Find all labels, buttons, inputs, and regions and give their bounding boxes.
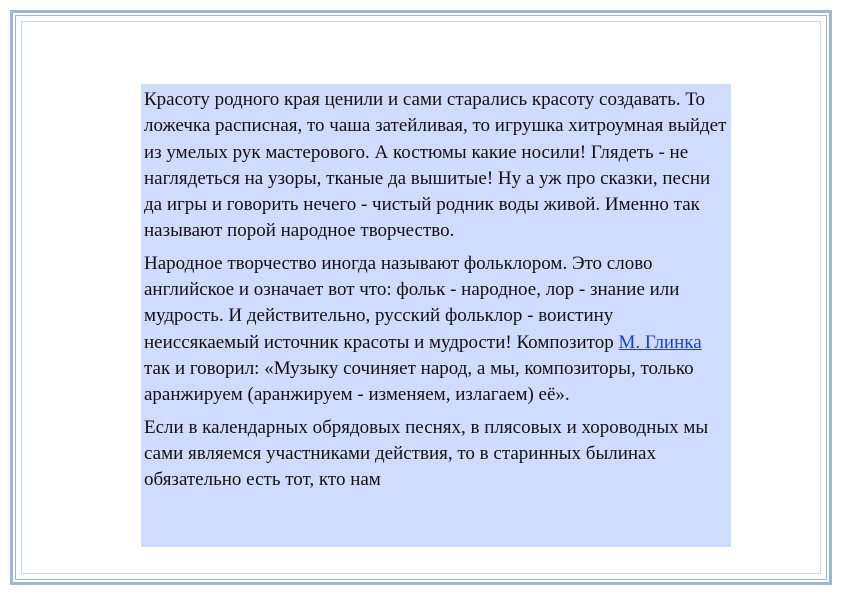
paragraph-2-text-start: Народное творчество иногда называют фольклором. Это слово английское и означает вот что: фольк - народное, лор - знание или мудрость. И действительно, русский фольклор - воистину неиссякаемый источник красоты и мудрости! Композитор [144, 252, 680, 353]
glinka-link[interactable]: М. Глинка [618, 331, 702, 353]
paragraph-2-text-end: так и говорил: «Музыку сочиняет народ, а мы, композиторы, только аранжируем (аранжируем - изменяем, излагаем) её». [144, 357, 694, 406]
paragraph-2 [144, 251, 729, 409]
text-block [141, 84, 731, 547]
paragraph-1: Красоту родного края ценили и сами старались красоту создавать. То ложечка расписная, то чаша затейливая, то игрушка хитроумная выйдет из умелых рук мастерового. А костюмы какие носили! Глядеть - не наглядеться на узоры, тканые да вышитые! Ну а уж про сказки, песни да игры и говорить нечего - чистый родник воды живой. Именно так называют порой народное творчество. [144, 89, 727, 242]
paragraph-3: Если в календарных обрядовых песнях, в плясовых и хороводных мы сами являемся участниками действия, то в старинных былинах обязательно есть тот, кто нам [144, 416, 709, 491]
